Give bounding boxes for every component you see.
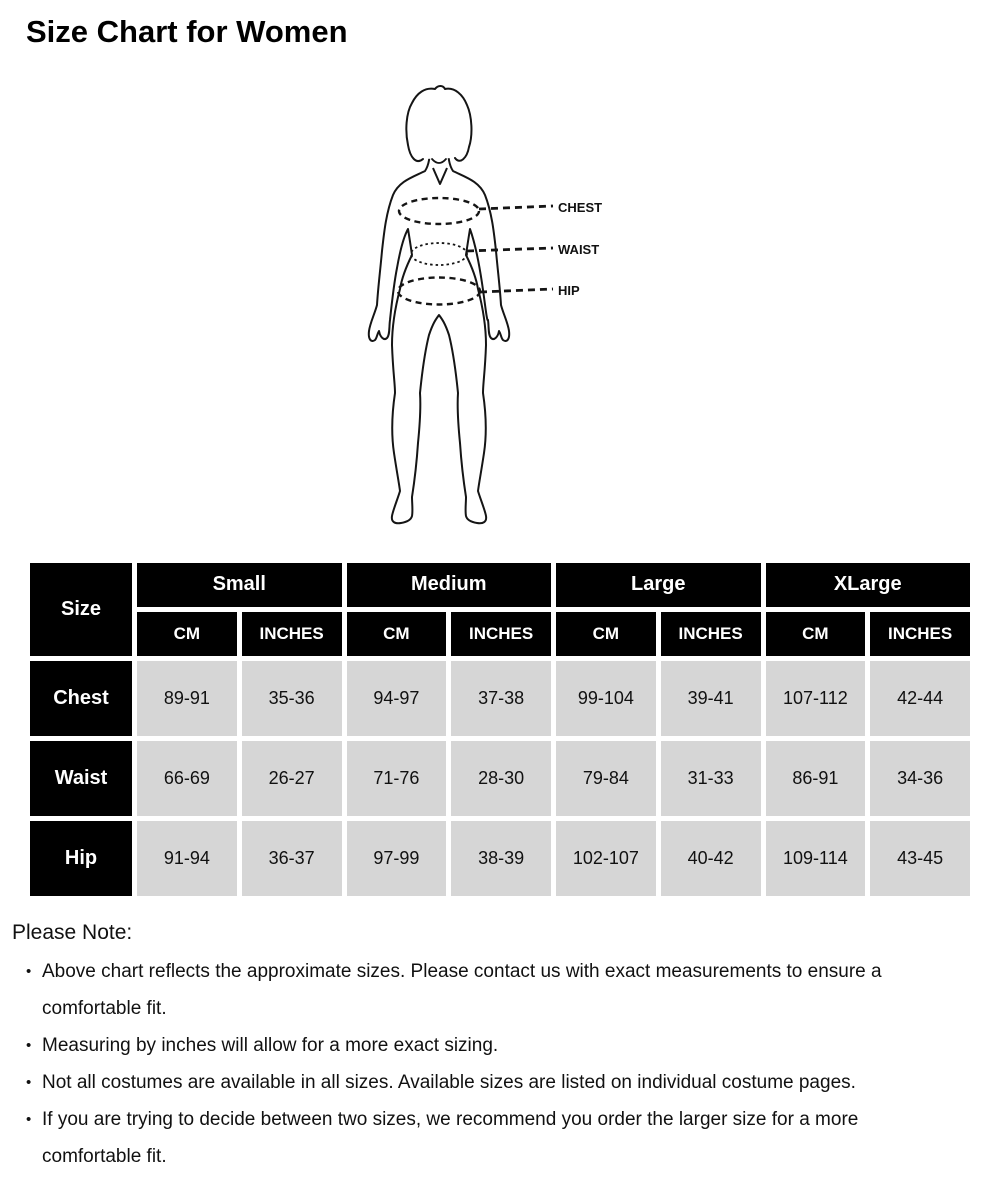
table-row-waist: [30, 741, 970, 816]
size-value-cell: 86-91: [766, 741, 866, 816]
note-text: Above chart reflects the approximate sizes. Please contact us with exact measurements to ensure a comfortable fit.: [42, 960, 882, 1019]
unit-header: CM: [137, 612, 237, 656]
size-value-cell: 39-41: [661, 661, 761, 736]
note-text: Measuring by inches will allow for a more exact sizing.: [42, 1034, 499, 1056]
size-value-cell: 109-114: [766, 821, 866, 896]
size-value-cell: 38-39: [451, 821, 551, 896]
size-value-cell: 94-97: [347, 661, 447, 736]
notes-heading: Please Note:: [12, 920, 133, 944]
bullet-marker: •: [26, 962, 32, 980]
size-value-cell: 107-112: [766, 661, 866, 736]
unit-header: CM: [556, 612, 656, 656]
note-item: [26, 1101, 950, 1175]
row-label-chest: Chest: [30, 661, 132, 736]
woman-figure-svg: [355, 83, 625, 543]
size-value-cell: 31-33: [661, 741, 761, 816]
hair-outline: [406, 86, 471, 161]
size-value-cell: 26-27: [242, 741, 342, 816]
page-title: Size Chart for Women: [26, 14, 348, 49]
size-value-cell: 66-69: [137, 741, 237, 816]
size-value-cell: 102-107: [556, 821, 656, 896]
table-row-chest: [30, 661, 970, 736]
row-label-waist: Waist: [30, 741, 132, 816]
size-value-cell: 36-37: [242, 821, 342, 896]
chest-label: CHEST: [558, 199, 603, 215]
size-group-header-medium: Medium: [347, 563, 552, 607]
notes-list: [0, 953, 950, 1175]
bullet-marker: •: [26, 1036, 32, 1054]
note-text: Not all costumes are available in all sizes. Available sizes are listed on individual costume pages.: [42, 1071, 856, 1093]
size-value-cell: 34-36: [870, 741, 970, 816]
measurement-diagram: [0, 50, 1000, 558]
size-value-cell: 35-36: [242, 661, 342, 736]
table-corner-cell: Size: [30, 563, 132, 656]
size-value-cell: 91-94: [137, 821, 237, 896]
size-chart-table: [25, 558, 975, 901]
table-row-hip: [30, 821, 970, 896]
hip-label: HIP: [558, 282, 580, 298]
size-value-cell: 43-45: [870, 821, 970, 896]
unit-header: INCHES: [661, 612, 761, 656]
row-label-hip: Hip: [30, 821, 132, 896]
size-value-cell: 37-38: [451, 661, 551, 736]
size-value-cell: 40-42: [661, 821, 761, 896]
unit-header: INCHES: [451, 612, 551, 656]
size-value-cell: 99-104: [556, 661, 656, 736]
bullet-marker: •: [26, 1073, 32, 1091]
size-group-header-xlarge: XLarge: [766, 563, 971, 607]
size-value-cell: 79-84: [556, 741, 656, 816]
woman-body-outline: [369, 145, 509, 523]
size-value-cell: 42-44: [870, 661, 970, 736]
unit-header: CM: [766, 612, 866, 656]
unit-header: INCHES: [242, 612, 342, 656]
size-group-header-large: Large: [556, 563, 761, 607]
unit-header: CM: [347, 612, 447, 656]
size-value-cell: 28-30: [451, 741, 551, 816]
size-value-cell: 89-91: [137, 661, 237, 736]
note-item: [26, 953, 950, 1027]
unit-header: INCHES: [870, 612, 970, 656]
note-text: If you are trying to decide between two sizes, we recommend you order the larger size for a more comfortable fit.: [42, 1108, 859, 1167]
note-item: [26, 1027, 950, 1064]
waist-label: WAIST: [558, 241, 600, 257]
size-group-header-small: Small: [137, 563, 342, 607]
size-value-cell: 97-99: [347, 821, 447, 896]
bullet-marker: •: [26, 1110, 32, 1128]
size-value-cell: 71-76: [347, 741, 447, 816]
note-item: [26, 1064, 950, 1101]
